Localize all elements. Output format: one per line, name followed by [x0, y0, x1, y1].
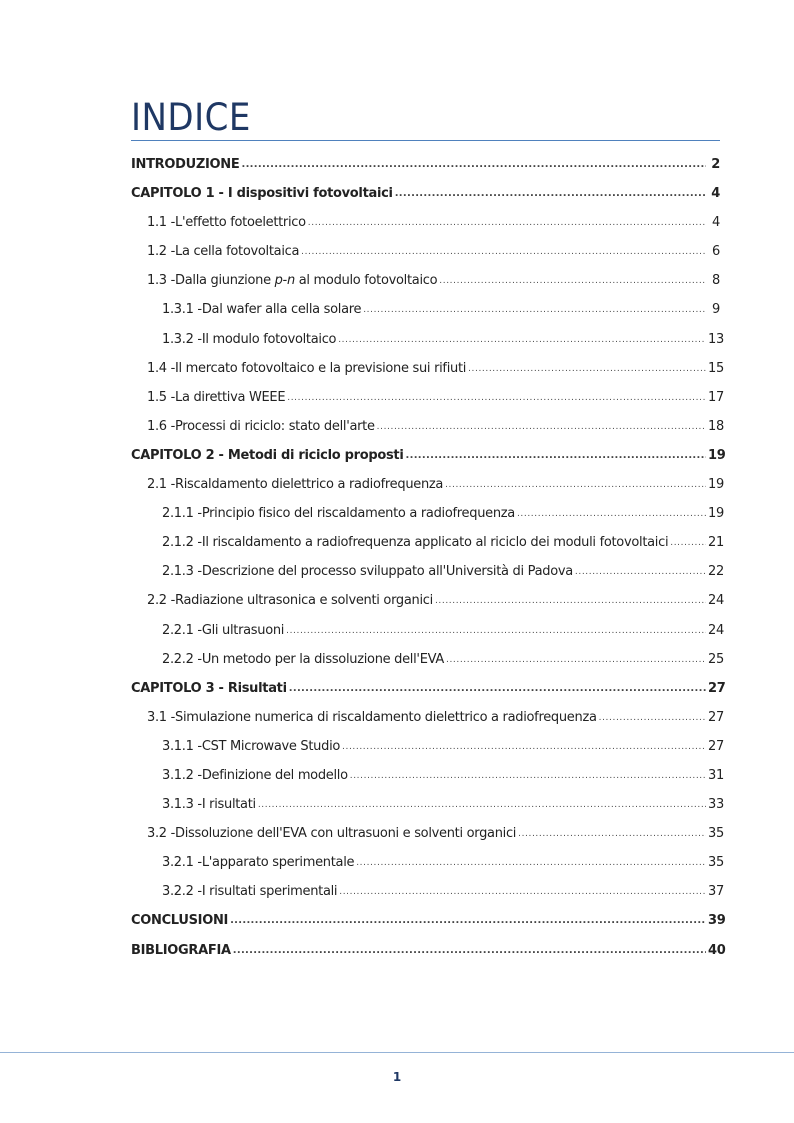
toc-entry-page: 35	[708, 826, 724, 842]
toc-entry-page: 40	[708, 942, 726, 958]
toc-dot-leader	[287, 393, 706, 403]
toc-entry-page: 27	[708, 709, 724, 725]
italic-term: p-n	[274, 273, 295, 289]
toc-entry-page: 18	[708, 418, 724, 434]
toc-entry-page: 2	[711, 157, 720, 172]
toc-entry[interactable]	[131, 738, 724, 768]
toc-entry[interactable]	[131, 942, 726, 972]
toc-entry-label: Il modulo fotovoltaico	[201, 331, 337, 347]
toc-entry-page: 19	[708, 506, 724, 522]
toc-entry-page: 4	[712, 215, 720, 231]
toc-entry-page: 8	[712, 273, 720, 289]
toc-entry-page: 19	[708, 477, 724, 493]
title-underline	[131, 140, 720, 141]
toc-entry-page: 27	[708, 738, 724, 754]
toc-entry[interactable]	[131, 302, 720, 331]
toc-entry-label: Radiazione ultrasonica e solventi organici	[175, 593, 433, 609]
toc-entry-label: Descrizione del processo sviluppato all'Università di Padova	[201, 564, 573, 580]
toc-entry-page: 35	[708, 855, 724, 871]
toc-entry-label: BIBLIOGRAFIA	[131, 942, 231, 958]
toc-dot-leader	[301, 247, 706, 257]
toc-entry-number: 3.1.2 -	[162, 767, 202, 783]
toc-dot-leader	[518, 829, 706, 839]
toc-entry-page: 31	[708, 767, 724, 783]
toc-entry-label: L'apparato sperimentale	[201, 855, 355, 871]
toc-dot-leader	[233, 945, 706, 956]
toc-dot-leader	[670, 538, 706, 548]
toc-entry-label: I risultati sperimentali	[201, 884, 338, 900]
toc-entry[interactable]	[131, 273, 720, 302]
toc-dot-leader	[446, 655, 706, 665]
toc-entry-page: 22	[708, 564, 724, 580]
toc-entry-number: 1.3.1 -	[162, 302, 202, 318]
toc-entry-label: INTRODUZIONE	[131, 157, 240, 172]
toc-entry-label: CONCLUSIONI	[131, 913, 229, 929]
toc-entry-number: 2.1 -	[147, 477, 175, 493]
toc-entry-label: Dal wafer alla cella solare	[201, 302, 362, 318]
toc-entry[interactable]	[131, 593, 724, 622]
toc-entry-page: 24	[708, 622, 724, 638]
toc-entry[interactable]	[131, 826, 724, 855]
toc-entry-number: 3.1.1 -	[162, 738, 202, 754]
toc-entry[interactable]	[131, 767, 724, 797]
toc-entry-number: 1.6 -	[147, 418, 175, 434]
toc-entry[interactable]	[131, 797, 724, 826]
toc-entry-label: Dalla giunzione p-n al modulo fotovoltaico	[175, 273, 438, 289]
toc-entry[interactable]	[131, 331, 724, 361]
toc-dot-leader	[468, 364, 706, 374]
toc-entry-number: 3.2 -	[147, 826, 175, 842]
toc-entry-label: I risultati	[201, 797, 256, 813]
table-of-contents	[131, 157, 726, 972]
toc-entry-page: 17	[708, 389, 724, 405]
toc-dot-leader	[395, 188, 706, 199]
toc-dot-leader	[406, 450, 707, 461]
toc-dot-leader	[308, 218, 706, 228]
toc-entry-page: 9	[712, 302, 720, 318]
toc-entry-number: 2.2.1 -	[162, 622, 202, 638]
toc-entry-number: 1.4 -	[147, 360, 175, 376]
toc-entry[interactable]	[131, 680, 726, 710]
toc-dot-leader	[342, 742, 706, 752]
toc-entry-label: Riscaldamento dielettrico a radiofrequenza	[175, 477, 444, 493]
toc-entry-label: Gli ultrasuoni	[201, 622, 285, 638]
toc-entry-number: 1.3 -	[147, 273, 175, 289]
toc-dot-leader	[439, 276, 706, 286]
toc-dot-leader	[289, 683, 706, 694]
toc-entry-label: Il riscaldamento a radiofrequenza applicato al riciclo dei moduli fotovoltaici	[201, 535, 669, 551]
toc-entry-label: Definizione del modello	[201, 767, 348, 783]
toc-entry-label: Un metodo per la dissoluzione dell'EVA	[201, 651, 444, 667]
toc-entry[interactable]	[131, 884, 724, 913]
toc-dot-leader	[363, 305, 706, 315]
toc-entry-label: CAPITOLO 2 - Metodi di riciclo proposti	[131, 447, 404, 463]
toc-entry-number: 1.1 -	[147, 215, 175, 231]
toc-entry-label: CAPITOLO 3 - Risultati	[131, 680, 287, 696]
toc-entry[interactable]	[131, 244, 720, 273]
toc-entry-number: 3.2.2 -	[162, 884, 202, 900]
toc-entry-number: 3.1.3 -	[162, 797, 202, 813]
toc-entry[interactable]	[131, 564, 724, 593]
toc-entry-label: L'effetto fotoelettrico	[175, 215, 306, 231]
toc-entry-page: 13	[708, 331, 724, 347]
toc-dot-leader	[517, 509, 706, 519]
toc-entry-number: 3.1 -	[147, 709, 175, 725]
toc-entry-page: 39	[708, 913, 726, 929]
toc-entry[interactable]	[131, 360, 724, 390]
toc-dot-leader	[356, 858, 706, 868]
toc-entry-number: 2.2 -	[147, 593, 175, 609]
toc-dot-leader	[599, 713, 706, 723]
toc-entry-label: CST Microwave Studio	[201, 738, 341, 754]
toc-entry[interactable]	[131, 418, 724, 448]
toc-entry[interactable]	[131, 506, 724, 535]
toc-entry-label: Processi di riciclo: stato dell'arte	[175, 418, 375, 434]
toc-entry-number: 3.2.1 -	[162, 855, 202, 871]
toc-dot-leader	[338, 335, 706, 345]
toc-entry[interactable]	[131, 855, 724, 884]
toc-entry-number: 1.2 -	[147, 244, 175, 260]
toc-entry-page: 25	[708, 651, 724, 667]
toc-entry[interactable]	[131, 535, 724, 564]
toc-entry[interactable]	[131, 709, 724, 739]
footer-divider	[0, 1052, 794, 1053]
toc-entry-label: Dissoluzione dell'EVA con ultrasuoni e solventi organici	[175, 826, 517, 842]
toc-dot-leader	[350, 771, 706, 781]
toc-dot-leader	[230, 915, 706, 926]
toc-dot-leader	[575, 567, 706, 577]
page-title: INDICE	[131, 96, 251, 139]
toc-dot-leader	[258, 800, 706, 810]
toc-dot-leader	[445, 480, 706, 490]
toc-dot-leader	[377, 422, 706, 432]
toc-entry-label: CAPITOLO 1 - I dispositivi fotovoltaici	[131, 186, 393, 202]
toc-entry-label: Principio fisico del riscaldamento a radiofrequenza	[201, 506, 515, 522]
page-number: 1	[392, 1070, 402, 1084]
toc-entry[interactable]	[131, 186, 720, 215]
toc-entry-number: 1.5 -	[147, 389, 175, 405]
toc-entry-label: La direttiva WEEE	[175, 389, 286, 405]
toc-entry[interactable]	[131, 215, 720, 244]
toc-entry-label: Il mercato fotovoltaico e la previsione sui rifiuti	[175, 360, 467, 376]
toc-entry-page: 37	[708, 884, 724, 900]
toc-dot-leader	[241, 159, 706, 170]
toc-entry[interactable]	[131, 913, 726, 942]
toc-entry-page: 24	[708, 593, 724, 609]
toc-entry-page: 4	[711, 186, 720, 202]
toc-entry-page: 27	[708, 680, 726, 696]
toc-entry[interactable]	[131, 477, 724, 506]
toc-entry-number: 2.1.3 -	[162, 564, 202, 580]
toc-dot-leader	[339, 887, 706, 897]
toc-entry[interactable]	[131, 389, 724, 419]
toc-entry-page: 6	[712, 244, 720, 260]
toc-dot-leader	[286, 626, 706, 636]
toc-entry-page: 33	[708, 797, 724, 813]
toc-entry-label: Simulazione numerica di riscaldamento dielettrico a radiofrequenza	[175, 709, 597, 725]
toc-entry-page: 21	[708, 535, 724, 551]
toc-dot-leader	[435, 596, 706, 606]
toc-entry[interactable]	[131, 622, 724, 652]
toc-entry[interactable]	[131, 447, 726, 477]
toc-entry-label: La cella fotovoltaica	[175, 244, 300, 260]
toc-entry-page: 15	[708, 360, 724, 376]
toc-entry[interactable]	[131, 157, 720, 186]
toc-entry-number: 2.1.2 -	[162, 535, 202, 551]
toc-entry-number: 2.1.1 -	[162, 506, 202, 522]
toc-entry-page: 19	[708, 447, 726, 463]
toc-entry-number: 1.3.2 -	[162, 331, 202, 347]
toc-entry-number: 2.2.2 -	[162, 651, 202, 667]
toc-entry[interactable]	[131, 651, 724, 681]
